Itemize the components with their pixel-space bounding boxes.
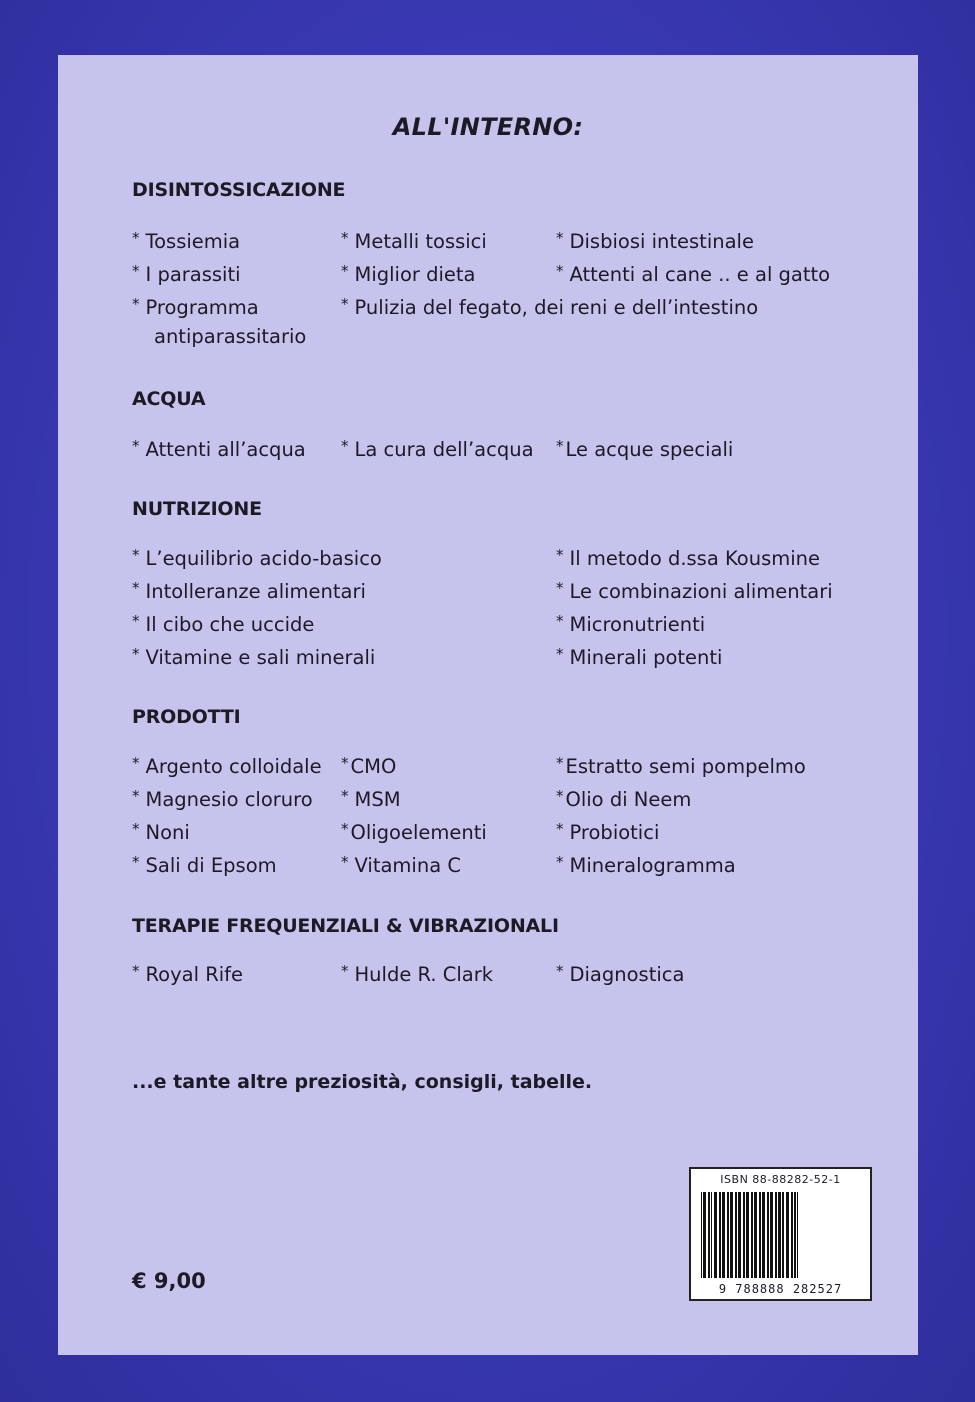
bullet-star-icon: * (556, 546, 564, 564)
barcode-bar (711, 1192, 712, 1278)
list-item: * L’equilibrio acido-basico (132, 546, 382, 570)
bullet-star-icon: * (341, 787, 349, 805)
bullet-star-icon: * (341, 820, 349, 838)
barcode-bar (762, 1192, 765, 1278)
barcode-label (689, 1167, 872, 1301)
bullet-star-icon: * (132, 645, 140, 663)
page-title: ALL'INTERNO: (392, 113, 584, 141)
bullet-star-icon: * (132, 820, 140, 838)
list-item: * Royal Rife (132, 962, 244, 986)
bullet-star-icon: * (556, 820, 564, 838)
list-item: * MSM (341, 787, 401, 811)
barcode-bar (791, 1192, 793, 1278)
barcode-bar (767, 1192, 769, 1278)
barcode-bar (782, 1192, 784, 1278)
list-item: * Il metodo d.ssa Kousmine (556, 546, 821, 570)
barcode-bar (735, 1192, 737, 1278)
barcode-bar (786, 1192, 789, 1278)
barcode-bar (719, 1192, 721, 1278)
list-item: * Tossiemia (132, 229, 241, 253)
bullet-star-icon: * (556, 612, 564, 630)
section-title-acqua: ACQUA (132, 388, 206, 410)
barcode-bar (714, 1192, 717, 1278)
bullet-star-icon: * (556, 262, 564, 280)
list-item: * Le acque speciali (556, 437, 734, 461)
section-title-disintossicazione: DISINTOSSICAZIONE (132, 179, 346, 201)
bullet-star-icon: * (341, 295, 349, 313)
bullet-star-icon: * (132, 962, 140, 980)
list-item: * I parassiti (132, 262, 241, 286)
content-panel (58, 55, 918, 1355)
barcode-bar (738, 1192, 741, 1278)
bullet-star-icon: * (132, 612, 140, 630)
bullet-star-icon: * (132, 853, 140, 871)
barcode-bar (743, 1192, 745, 1278)
list-item: * Miglior dieta (341, 262, 476, 286)
bullet-star-icon: * (132, 754, 140, 772)
list-item: * Le combinazioni alimentari (556, 579, 833, 603)
barcode-bar (722, 1192, 725, 1278)
section-title-nutrizione: NUTRIZIONE (132, 498, 262, 520)
bullet-star-icon: * (341, 754, 349, 772)
bullet-star-icon: * (556, 645, 564, 663)
isbn-text: ISBN 88-88282-52-1 (720, 1173, 841, 1186)
barcode-bar (746, 1192, 749, 1278)
barcode-bar (775, 1192, 777, 1278)
bullet-star-icon: * (132, 229, 140, 247)
barcode-bar (701, 1192, 702, 1278)
section-title-terapie: TERAPIE FREQUENZIALI & VIBRAZIONALI (132, 915, 559, 937)
bullet-star-icon: * (556, 853, 564, 871)
bullet-star-icon: * (132, 579, 140, 597)
bullet-star-icon: * (556, 229, 564, 247)
bullet-star-icon: * (341, 437, 349, 455)
bullet-star-icon: * (132, 262, 140, 280)
barcode-bar (751, 1192, 753, 1278)
list-item: * Argento colloidale (132, 754, 322, 778)
barcode-bar (703, 1192, 706, 1278)
bullet-star-icon: * (341, 853, 349, 871)
list-item: * CMO (341, 754, 397, 778)
list-item: * Hulde R. Clark (341, 962, 494, 986)
barcode-bar (727, 1192, 729, 1278)
barcode-bar (770, 1192, 773, 1278)
bullet-star-icon: * (341, 962, 349, 980)
list-item-continuation: antiparassitario (154, 325, 307, 348)
list-item: * Probiotici (556, 820, 660, 844)
footer-tagline: ...e tante altre preziosità, consigli, tabelle. (132, 1071, 593, 1093)
list-item: * La cura dell’acqua (341, 437, 534, 461)
list-item: * Olio di Neem (556, 787, 692, 811)
list-item: * Disbiosi intestinale (556, 229, 754, 253)
barcode-bar (708, 1192, 710, 1278)
barcode-icon (699, 1192, 862, 1278)
bullet-star-icon: * (132, 295, 140, 313)
list-item: * Programma (132, 295, 259, 319)
list-item: * Micronutrienti (556, 612, 706, 636)
bullet-star-icon: * (341, 262, 349, 280)
price: € 9,00 (132, 1269, 206, 1293)
list-item: * Il cibo che uccide (132, 612, 315, 636)
list-item: * Sali di Epsom (132, 853, 277, 877)
list-item: * Mineralogramma (556, 853, 736, 877)
list-item: * Pulizia del fegato, dei reni e dell’intestino (341, 295, 759, 319)
bullet-star-icon: * (556, 579, 564, 597)
bullet-star-icon: * (132, 787, 140, 805)
list-item: * Magnesio cloruro (132, 787, 313, 811)
barcode-bar (794, 1192, 796, 1278)
ean-number: 9 788888 282527 (718, 1282, 843, 1296)
barcode-bar (759, 1192, 761, 1278)
bullet-star-icon: * (556, 962, 564, 980)
bullet-star-icon: * (556, 437, 564, 455)
bullet-star-icon: * (341, 229, 349, 247)
list-item: * Vitamina C (341, 853, 461, 877)
list-item: * Minerali potenti (556, 645, 723, 669)
list-item: * Noni (132, 820, 190, 844)
barcode-bar (730, 1192, 733, 1278)
list-item: * Attenti all’acqua (132, 437, 306, 461)
barcode-bar (778, 1192, 781, 1278)
bullet-star-icon: * (556, 787, 564, 805)
list-item: * Vitamine e sali minerali (132, 645, 376, 669)
barcode-bar (797, 1192, 798, 1278)
barcode-bar (754, 1192, 757, 1278)
list-item: * Attenti al cane .. e al gatto (556, 262, 831, 286)
bullet-star-icon: * (132, 546, 140, 564)
list-item: * Estratto semi pompelmo (556, 754, 806, 778)
list-item: * Oligoelementi (341, 820, 487, 844)
list-item: * Intolleranze alimentari (132, 579, 366, 603)
section-title-prodotti: PRODOTTI (132, 706, 241, 728)
list-item: * Metalli tossici (341, 229, 487, 253)
bullet-star-icon: * (132, 437, 140, 455)
list-item: * Diagnostica (556, 962, 685, 986)
bullet-star-icon: * (556, 754, 564, 772)
